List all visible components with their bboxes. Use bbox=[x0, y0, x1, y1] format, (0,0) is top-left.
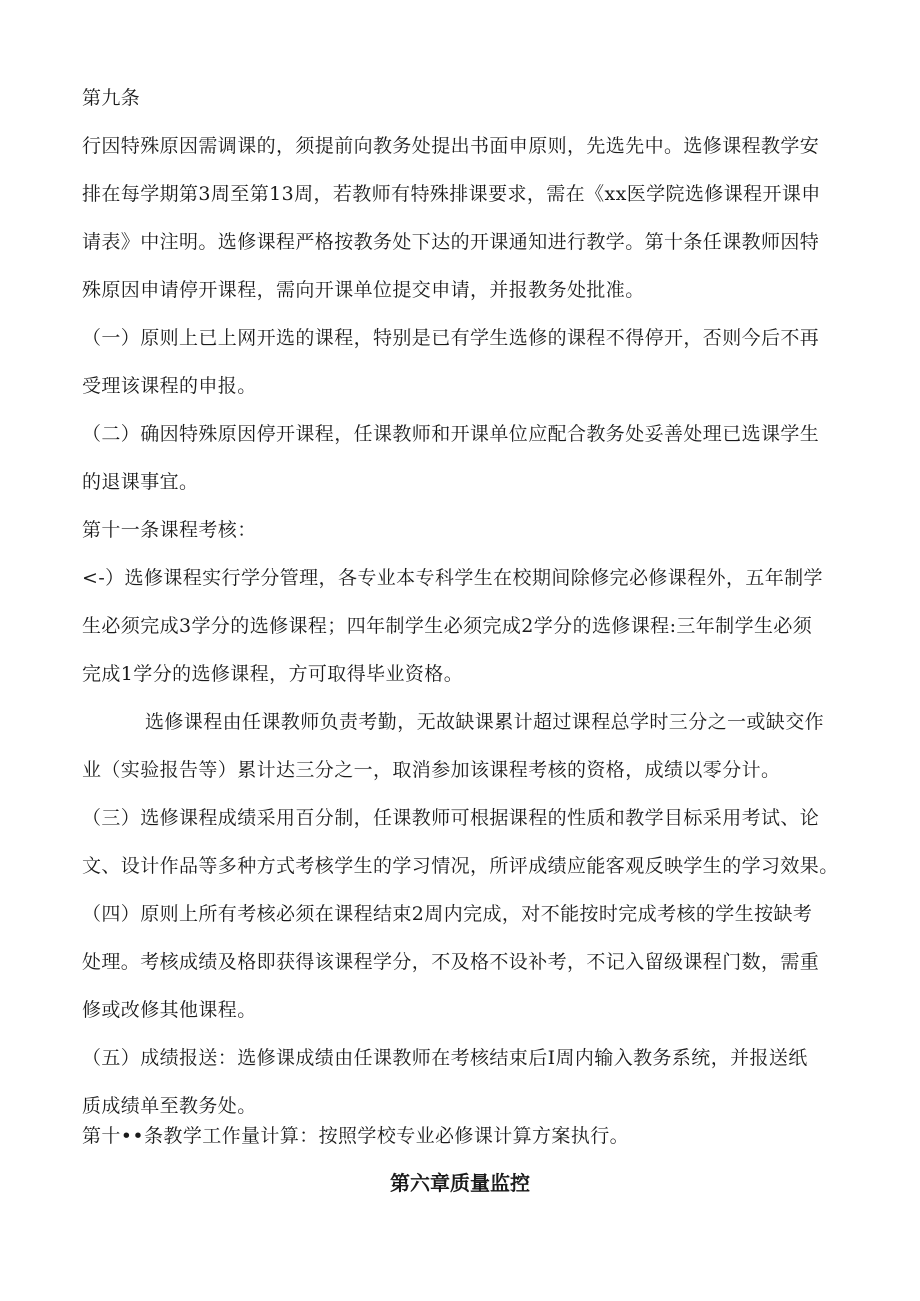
paragraph-line: 处理。考核成绩及格即获得该课程学分，不及格不设补考，不记入留级课程门数，需重 bbox=[82, 951, 820, 973]
paragraph-line: 完成1学分的选修课程，方可取得毕业资格。 bbox=[82, 663, 464, 685]
paragraph-line: <-）选修课程实行学分管理，各专业本专科学生在校期间除修完必修课程外，五年制学 bbox=[82, 567, 823, 589]
paragraph-line: 行因特殊原因需调课的，须提前向教务处提出书面申原则，先选先中。选修课程教学安 bbox=[82, 135, 820, 157]
paragraph-line: 的退课事宜。 bbox=[82, 471, 199, 493]
paragraph-line: 排在每学期第3周至第13周，若教师有特殊排课要求，需在《xx医学院选修课程开课申 bbox=[82, 183, 821, 205]
paragraph-line: 选修课程由任课教师负责考勤，无故缺课累计超过课程总学时三分之一或缺交作 bbox=[145, 711, 825, 733]
paragraph-line: （一）原则上已上网开选的课程，特别是已有学生选修的课程不得停开，否则今后不再 bbox=[82, 327, 820, 349]
paragraph-line: 业（实验报告等）累计达三分之一，取消参加该课程考核的资格，成绩以零分计。 bbox=[82, 759, 781, 781]
paragraph-line: 文、设计作品等多种方式考核学生的学习情况，所评成绩应能客观反映学生的学习效果。 bbox=[82, 855, 839, 877]
paragraph-line: （二）确因特殊原因停开课程，任课教师和开课单位应配合教务处妥善处理已选课学生 bbox=[82, 423, 820, 445]
article-9-heading: 第九条 bbox=[82, 87, 141, 109]
article-12-line: 第十••条教学工作量计算：按照学校专业必修课计算方案执行。 bbox=[82, 1125, 630, 1147]
paragraph-line: （五）成绩报送：选修课成绩由任课教师在考核结束后I周内输入教务系统，并报送纸 bbox=[82, 1047, 808, 1069]
paragraph-line: （四）原则上所有考核必须在课程结束2周内完成，对不能按时完成考核的学生按缺考 bbox=[82, 903, 813, 925]
paragraph-line: （三）选修课程成绩采用百分制，任课教师可根据课程的性质和教学目标采用考试、论 bbox=[82, 807, 820, 829]
chapter-title: 第六章质量监控 bbox=[390, 1171, 530, 1195]
paragraph-line: 质成绩单至教务处。 bbox=[82, 1095, 257, 1117]
paragraph-line: 请表》中注明。选修课程严格按教务处下达的开课通知进行教学。第十条任课教师因特 bbox=[82, 231, 820, 253]
paragraph-line: 修或改修其他课程。 bbox=[82, 999, 257, 1021]
paragraph-line: 殊原因申请停开课程，需向开课单位提交申请，并报教务处批准。 bbox=[82, 279, 645, 301]
article-11-heading: 第十一条课程考核： bbox=[82, 519, 257, 541]
paragraph-line: 受理该课程的申报。 bbox=[82, 375, 257, 397]
paragraph-line: 生必须完成3学分的选修课程；四年制学生必须完成2学分的选修课程:三年制学生必须 bbox=[82, 615, 813, 637]
